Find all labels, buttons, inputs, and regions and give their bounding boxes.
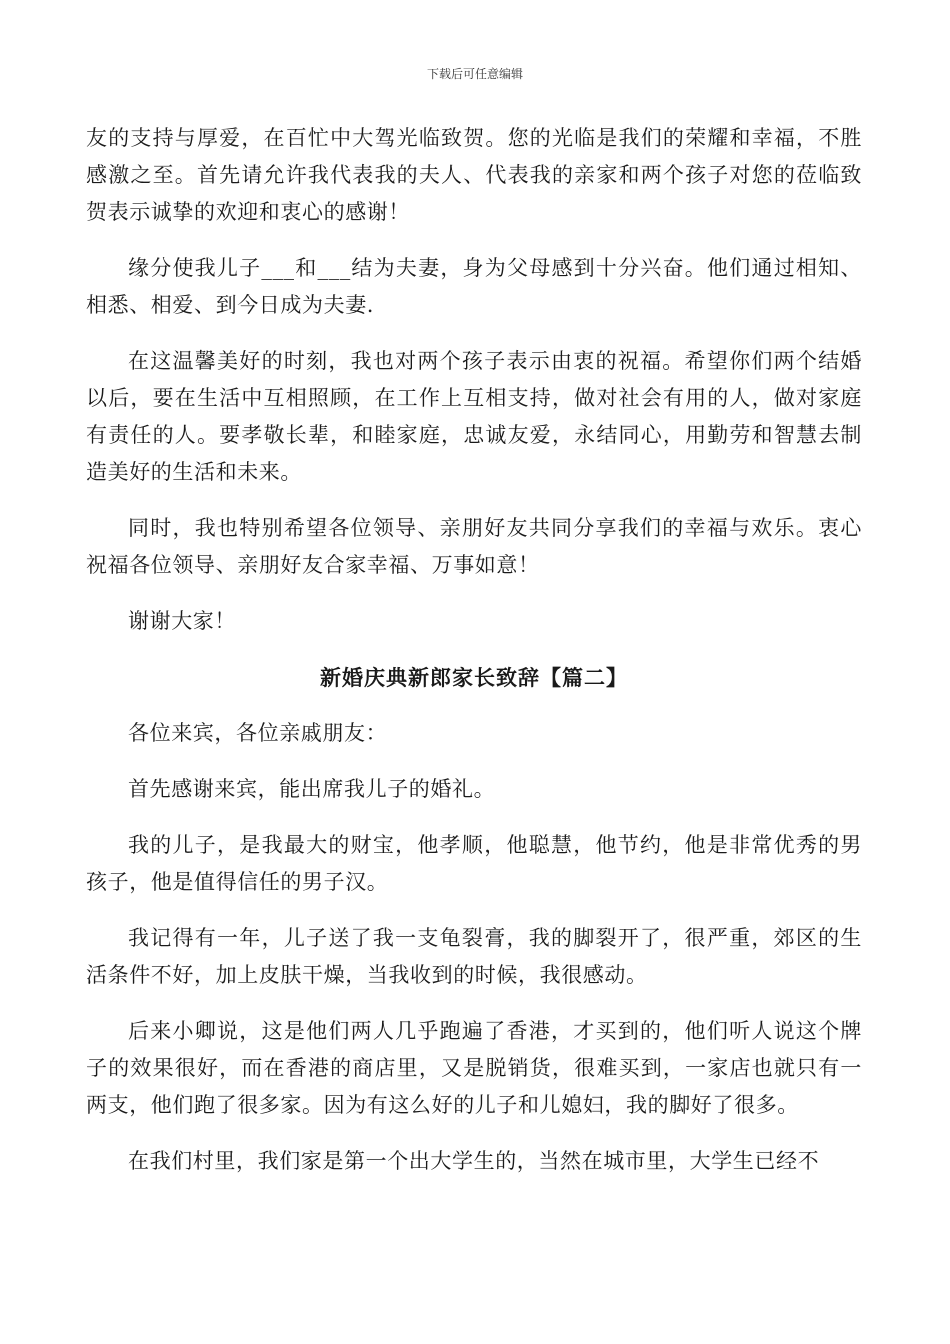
paragraph: 我记得有一年，儿子送了我一支龟裂膏，我的脚裂开了，很严重，郊区的生活条件不好，加上皮肤干燥，当我收到的时候，我很感动。 (86, 926, 862, 987)
paragraph: 缘分使我儿子___和___结为夫妻，身为父母感到十分兴奋。他们通过相知、相悉、相爱、到今日成为夫妻. (86, 256, 862, 317)
section-title: 新婚庆典新郎家长致辞【篇二】 (320, 665, 628, 690)
paragraph: 后来小卿说，这是他们两人几乎跑遍了香港，才买到的，他们听人说这个牌子的效果很好，而在香港的商店里，又是脱销货，很难买到，一家店也就只有一两支，他们跑了很多家。因为有这么好的儿子和儿媳妇，我的脚好了很多。 (86, 1019, 862, 1117)
paragraph-truncated: 在我们村里，我们家是第一个出大学生的，当然在城市里，大学生已经不 (128, 1149, 820, 1173)
page-header-note: 下载后可任意编辑 (426, 67, 523, 81)
document-body (86, 120, 862, 1199)
paragraph: 同时，我也特别希望各位领导、亲朋好友共同分享我们的幸福与欢乐。衷心祝福各位领导、亲朋好友合家幸福、万事如意！ (86, 516, 862, 577)
paragraph: 首先感谢来宾，能出席我儿子的婚礼。 (128, 777, 496, 801)
paragraph: 我的儿子，是我最大的财宝，他孝顺，他聪慧，他节约，他是非常优秀的男孩子，他是值得信任的男子汉。 (86, 833, 862, 894)
paragraph-salutation: 各位来宾，各位亲戚朋友： (128, 721, 388, 745)
paragraph: 在这温馨美好的时刻，我也对两个孩子表示由衷的祝福。希望你们两个结婚以后，要在生活中互相照顾，在工作上互相支持，做对社会有用的人，做对家庭有责任的人。要孝敬长辈，和睦家庭，忠诚友爱，永结同心，用勤劳和智慧去制造美好的生活和未来。 (86, 349, 862, 484)
paragraph-continued: 友的支持与厚爱，在百忙中大驾光临致贺。您的光临是我们的荣耀和幸福，不胜感激之至。首先请允许我代表我的夫人、代表我的亲家和两个孩子对您的莅临致贺表示诚挚的欢迎和衷心的感谢！ (86, 126, 862, 224)
paragraph-closing: 谢谢大家！ (128, 609, 236, 633)
